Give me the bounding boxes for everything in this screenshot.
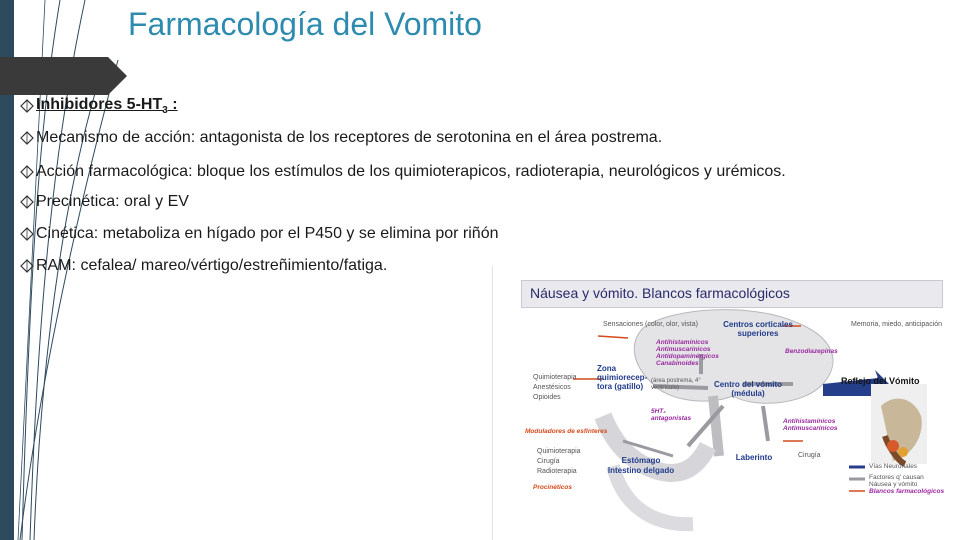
bullet-item [18, 94, 178, 118]
title-tab-shape [0, 57, 127, 95]
slide-title: Farmacología del Vomito [128, 6, 482, 42]
label-quimioterapia-2: Quimioterapia [537, 448, 581, 455]
legend-factores: Factores q' causan Náusea y vómito [869, 474, 924, 488]
label-cirugia-2: Cirugía [798, 452, 821, 459]
figure-title-box [521, 280, 943, 308]
bullet-heading: Inhibidores $5-HT_3$ : [36, 95, 178, 117]
label-canabinoides: Canabinoides [656, 360, 699, 367]
label-reflejo-vomito: Reflejo del Vómito [841, 376, 920, 386]
diamond-bullet-icon [18, 257, 36, 275]
label-zona-note: (área postrema, 4° ventrículo) [651, 378, 701, 391]
legend-vias-neuronales: Vías Neuronales [869, 463, 918, 470]
label-antimuscarinicos-top: Antimuscarínicos [656, 346, 711, 353]
label-procineticos: Procinéticos [533, 484, 573, 491]
bullet-item [18, 126, 662, 150]
label-intestino-delgado: Intestino delgado [607, 466, 675, 475]
bullet-item [18, 254, 387, 278]
label-sensaciones: Sensaciones (color, olor, vista) [603, 321, 698, 328]
bullet-text: Mecanismo de acción: antagonista de los receptores de serotonina en el área postrema. [36, 129, 663, 146]
label-estomago: Estómago [621, 456, 661, 465]
label-laberinto: Laberinto [735, 453, 773, 462]
label-antimuscarinicos-bottom: Antimuscarínicos [783, 425, 838, 432]
label-memoria: Memoria, miedo, anticipación [851, 321, 943, 328]
diamond-bullet-icon [18, 163, 36, 181]
bullet-item [18, 160, 786, 184]
diamond-bullet-icon [18, 225, 36, 243]
diamond-bullet-icon [18, 193, 36, 211]
legend-blancos: Blancos farmacológicos [869, 488, 945, 495]
label-centro-vomito: Centro del vómito (médula) [713, 380, 782, 398]
diamond-bullet-icon [18, 97, 36, 115]
label-antidopaminergicos: Antidopaminérgicos [656, 353, 719, 360]
label-opioides: Opioides [533, 394, 561, 401]
label-benzodiazepinas: Benzodiazepinas [785, 348, 838, 355]
vomiting-diagram-figure [492, 266, 947, 540]
label-radioterapia: Radioterapia [537, 468, 577, 475]
bullet-item [18, 190, 189, 214]
label-zona-quimioreceptora: Zona quimiorecep-tora (gatillo) [597, 364, 648, 391]
label-cirugia: Cirugía [537, 458, 560, 465]
diamond-bullet-icon [18, 129, 36, 147]
label-antihistaminicos-top: Antihistamínicos [656, 339, 709, 346]
figure-title: Náusea y vómito. Blancos farmacológicos [530, 285, 790, 301]
bullet-item [18, 222, 499, 246]
label-antihistaminicos-bottom: Antihistamínicos [783, 418, 836, 425]
label-quimioterapia: Quimioterapia [533, 374, 577, 381]
bullet-text: Cinética: metaboliza en hígado por el P450 y se elimina por riñón [36, 225, 499, 242]
bullet-text: Acción farmacológica: bloque los estímulos de los quimioterapicos, radioterapia, neurológicos y urémicos. [36, 163, 786, 180]
label-moduladores-esfinteres: Moduladores de esfínteres [525, 428, 608, 435]
label-5ht3-antagonistas: 5HT₃ antagonistas [651, 408, 692, 422]
bullet-text: RAM: cefalea/ mareo/vértigo/estreñimiento/fatiga. [36, 257, 388, 274]
label-anestesicos: Anestésicos [533, 384, 571, 391]
label-centros-corticales: Centros corticales superiores [723, 320, 793, 338]
bullet-text: Precinética: oral y EV [36, 193, 189, 210]
